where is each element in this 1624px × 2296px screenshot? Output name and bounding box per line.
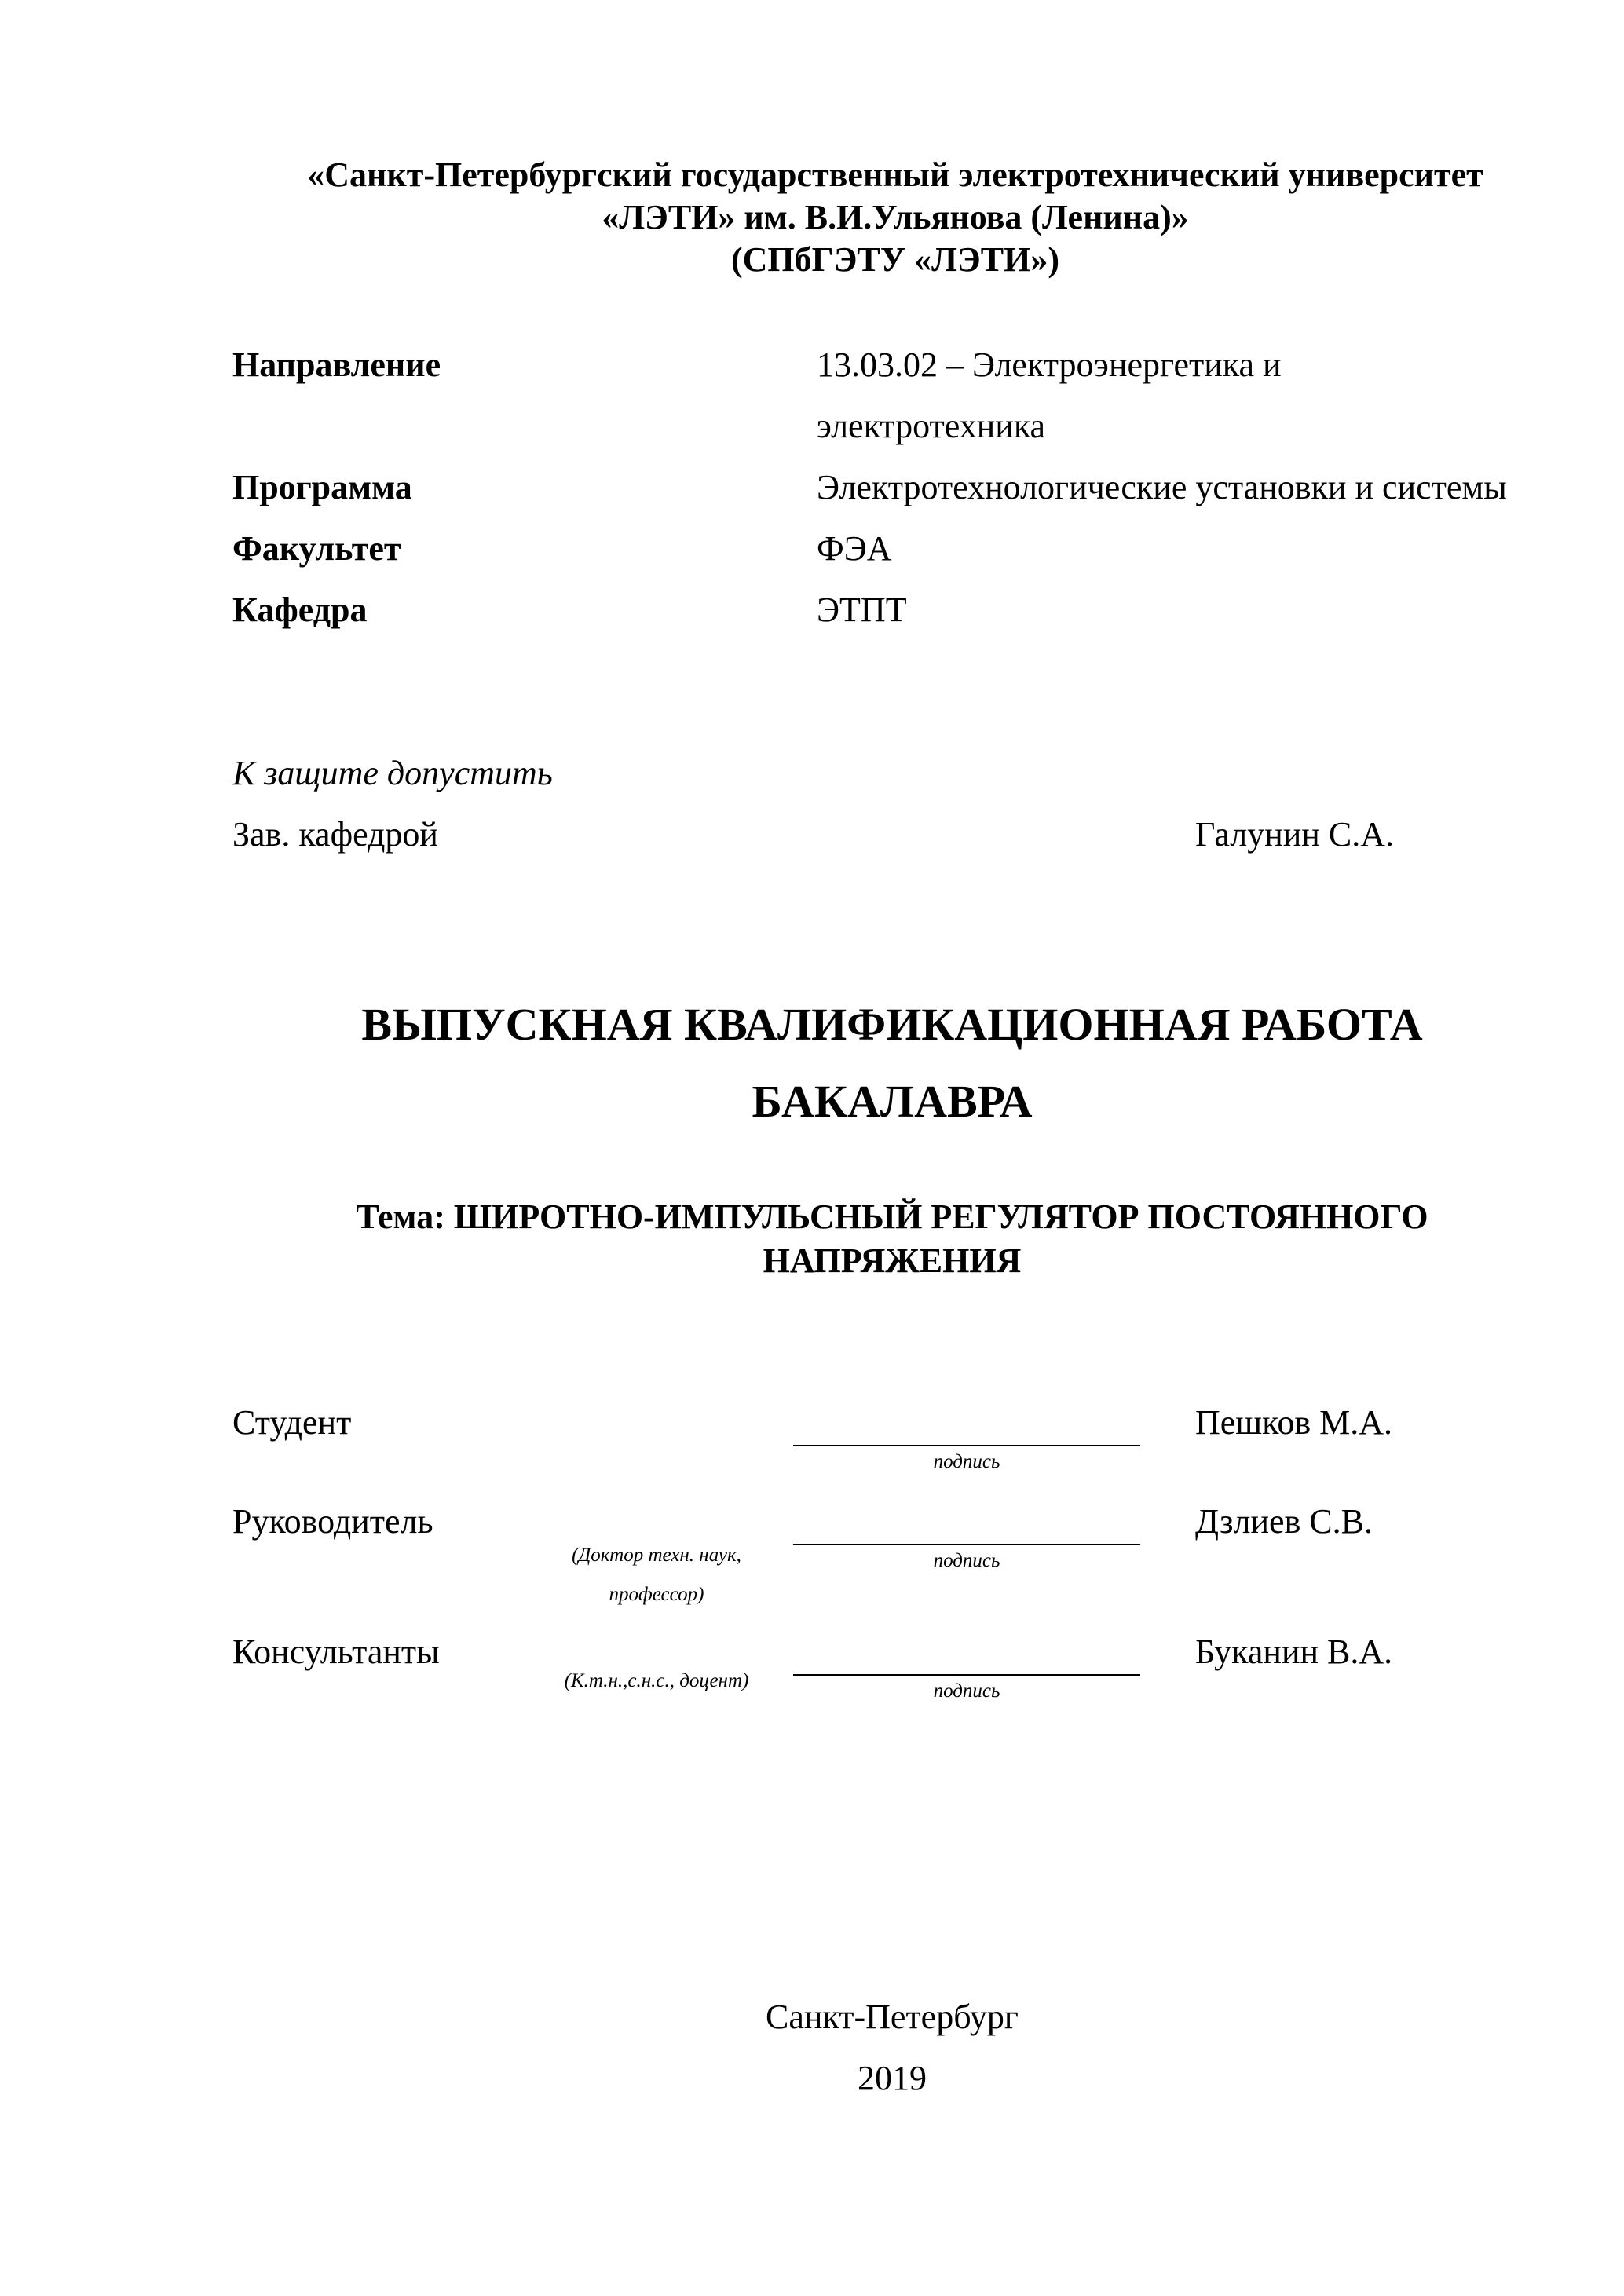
info-value: 13.03.02 – Электроэнергетика и электротехника: [817, 345, 1282, 445]
head-of-department-role: Зав. кафедрой: [232, 815, 438, 854]
signatory-name: Буканин В.А.: [1195, 1632, 1393, 1671]
footer: [232, 1987, 1552, 2109]
university-header: [267, 154, 1523, 281]
program-info: [232, 335, 1520, 641]
info-row-direction: [232, 335, 1520, 457]
info-label: Программа: [232, 468, 412, 506]
signature-role: Студент: [232, 1403, 352, 1442]
signature-role: Руководитель: [232, 1502, 433, 1541]
thesis-topic: [232, 1195, 1552, 1283]
university-name-line2: «ЛЭТИ» им. В.И.Ульянова (Ленина)»: [602, 198, 1189, 236]
head-of-department-row: [232, 804, 1410, 865]
university-name-line1: «Санкт-Петербургский государственный электротехнический университет: [307, 155, 1483, 194]
thesis-topic-line2: НАПРЯЖЕНИЯ: [763, 1241, 1022, 1280]
signature-line: [793, 1445, 1140, 1446]
info-value: ФЭА: [817, 529, 892, 568]
info-row-department: [232, 579, 1520, 641]
signatory-name: Пешков М.А.: [1195, 1403, 1393, 1442]
signatory-credentials: (К.т.н.,с.н.с., доцент): [564, 1670, 749, 1691]
thesis-topic-line1: Тема: ШИРОТНО-ИМПУЛЬСНЫЙ РЕГУЛЯТОР ПОСТОЯННОГО: [356, 1197, 1428, 1236]
signatory-credentials: [539, 1536, 774, 1614]
info-label: Кафедра: [232, 590, 368, 629]
signature-caption: подпись: [933, 1680, 1000, 1702]
university-abbreviation: (СПбГЭТУ «ЛЭТИ»): [731, 240, 1059, 279]
signature-line: [793, 1674, 1140, 1676]
signature-caption: подпись: [933, 1550, 1000, 1571]
info-row-program: [232, 457, 1520, 518]
signatory-credentials-line2: профессор): [609, 1584, 704, 1605]
signature-row-consultants: [232, 1632, 1567, 1726]
signature-role: Консультанты: [232, 1632, 440, 1671]
signatory-name: Дзлиев С.В.: [1195, 1502, 1373, 1541]
signature-row-supervisor: [232, 1501, 1567, 1605]
document-title-line1: ВЫПУСКНАЯ КВАЛИФИКАЦИОННАЯ РАБОТА: [361, 999, 1423, 1050]
signature-line: [793, 1544, 1140, 1545]
year: 2019: [858, 2059, 927, 2097]
document-title: [232, 986, 1552, 1140]
signature-caption: подпись: [933, 1451, 1000, 1472]
city: Санкт-Петербург: [766, 1998, 1019, 2036]
document-title-line2: БАКАЛАВРА: [752, 1076, 1033, 1127]
info-label: Направление: [232, 345, 441, 384]
info-row-faculty: [232, 518, 1520, 579]
info-value: Электротехнологические установки и системы: [817, 468, 1507, 506]
info-label: Факультет: [232, 529, 401, 568]
info-value: ЭТПТ: [817, 590, 907, 629]
admission-note: К защите допустить: [232, 754, 553, 792]
signature-row-student: [232, 1402, 1567, 1497]
admission-block: [232, 743, 1410, 865]
head-of-department-name: Галунин С.А.: [1195, 815, 1394, 854]
signatory-credentials-line1: (Доктор техн. наук,: [572, 1545, 741, 1566]
